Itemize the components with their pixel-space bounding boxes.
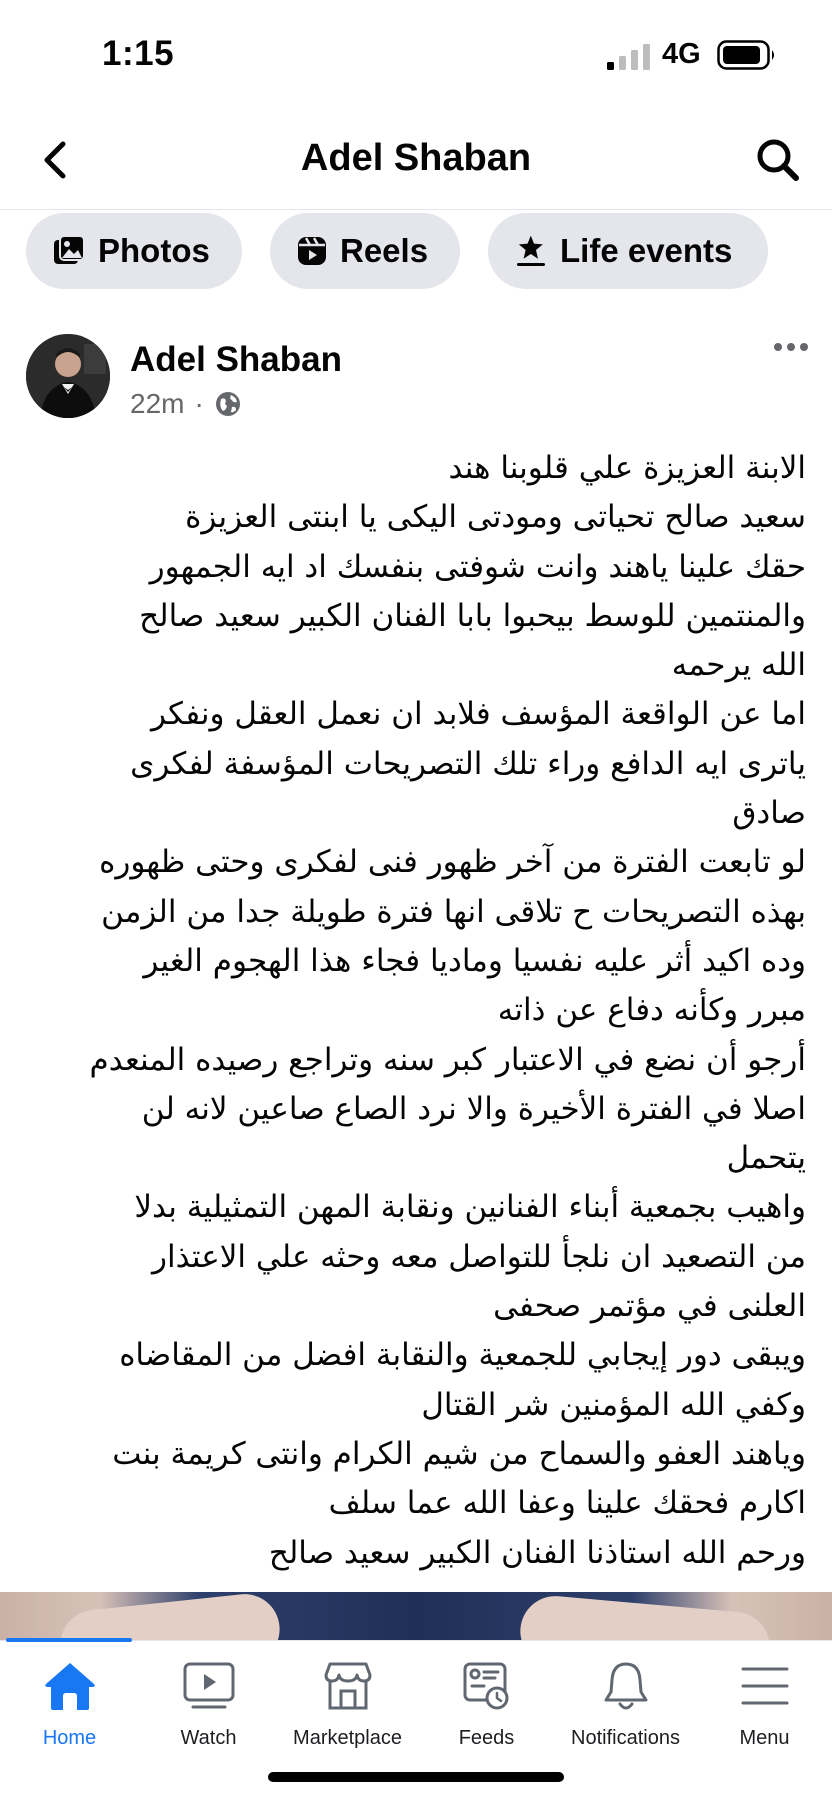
back-button[interactable] (30, 132, 80, 188)
meta-separator: · (194, 388, 204, 419)
battery-icon (717, 40, 777, 70)
search-button[interactable] (750, 132, 806, 188)
post-text-line: اصلا في الفترة الأخيرة والا نرد الصاع صاعين لانه لن (141, 1090, 806, 1127)
post-text-line: العلنى في مؤتمر صحفى (493, 1288, 806, 1325)
post-text-line: مبرر وكأنه دفاع عن ذاته (497, 992, 806, 1029)
nav-notifications-label: Notifications (571, 1727, 680, 1749)
post-text-line: سعيد صالح تحياتى ومودتى اليكى يا ابنتى العزيزة (185, 499, 806, 536)
chip-life-events[interactable] (488, 213, 768, 289)
post-text (30, 444, 806, 1578)
post-text-line: حقك علينا ياهند وانت شوفتى بنفسك اد ايه الجمهور (149, 548, 806, 585)
status-time: 1:15 (102, 34, 175, 73)
nav-menu[interactable] (695, 1655, 832, 1755)
post-text-line: واهيب بجمعية أبناء الفنانين ونقابة المهن التمثيلية بدلا (134, 1189, 806, 1226)
chip-reels[interactable] (270, 213, 460, 289)
post-meta (130, 388, 242, 420)
post-image-detail (517, 1593, 772, 1640)
post-text-line: وياهند العفو والسماح من شيم الكرام وانتى كريمة بنت (112, 1435, 806, 1472)
post-text-line: من التصعيد ان نلجأ للتواصل معه وحثه علي الاعتذار (151, 1238, 806, 1275)
nav-home-label: Home (42, 1727, 97, 1749)
nav-notifications[interactable] (556, 1655, 695, 1755)
chip-photos[interactable] (26, 213, 242, 289)
search-icon (755, 137, 801, 183)
marketplace-icon (322, 1661, 374, 1711)
post-text-line: أرجو أن نضع في الاعتبار كبر سنه وتراجع رصيده المنعدم (89, 1041, 806, 1078)
page-title: Adel Shaban (300, 137, 532, 179)
nav-menu-label: Menu (739, 1727, 790, 1749)
active-tab-indicator (6, 1638, 132, 1642)
nav-feeds-label: Feeds (458, 1727, 515, 1749)
nav-feeds[interactable] (417, 1655, 556, 1755)
home-icon (43, 1660, 97, 1712)
more-dot (774, 343, 782, 351)
nav-marketplace-label: Marketplace (293, 1727, 402, 1749)
post-text-line: لو تابعت الفترة من آخر ظهور فنى لفكرى وحتى ظهوره (99, 844, 806, 881)
post-text-line: بهذه التصريحات ح تلاقى انها فترة طويلة جدا من الزمن (101, 893, 806, 930)
post-text-line: يتحمل (726, 1140, 806, 1177)
network-type: 4G (662, 38, 701, 70)
nav-watch-label: Watch (180, 1727, 237, 1749)
nav-marketplace[interactable] (278, 1655, 417, 1755)
chip-photos-label: Photos (98, 232, 210, 269)
star-flag-icon (514, 234, 548, 268)
watch-icon (183, 1662, 235, 1710)
post-text-line: الابنة العزيزة علي قلوبنا هند (448, 450, 806, 486)
post-time[interactable]: 22m (130, 388, 185, 419)
photos-icon (52, 234, 86, 268)
globe-icon (214, 390, 242, 418)
post-text-line: ورحم الله استاذنا الفنان الكبير سعيد صالح (268, 1534, 806, 1571)
signal-icon (607, 44, 653, 70)
post-text-line: ويبقى دور إيجابي للجمعية والنقابة افضل من المقاضاه (119, 1337, 806, 1374)
nav-watch[interactable] (139, 1655, 278, 1755)
post-text-line: وكفي الله المؤمنين شر القتال (421, 1386, 806, 1423)
feeds-icon (462, 1661, 512, 1711)
chip-life-events-label: Life events (560, 232, 733, 269)
chip-reels-label: Reels (340, 232, 429, 269)
post-author[interactable]: Adel Shaban (130, 340, 342, 379)
nav-home[interactable] (0, 1655, 139, 1755)
post-text-line: اما عن الواقعة المؤسف فلابد ان نعمل العقل ونفكر (151, 696, 806, 733)
post-text-line: الله يرحمه (671, 647, 806, 684)
home-indicator (268, 1772, 564, 1782)
more-dot (800, 343, 808, 351)
post-more-button[interactable] (766, 332, 816, 362)
bell-icon (603, 1660, 649, 1712)
avatar[interactable] (26, 334, 110, 418)
post-image-detail (57, 1592, 283, 1640)
more-dot (787, 343, 795, 351)
post-text-line: اكارم فحقك علينا وعفا الله عما سلف (328, 1485, 806, 1522)
post-text-line: وده اكيد أثر عليه نفسيا وماديا فجاء هذا الهجوم الغير (143, 942, 806, 979)
post-text-line: صادق (732, 795, 806, 832)
status-bar (0, 0, 832, 110)
post-text-line: والمنتمين للوسط بيحبوا بابا الفنان الكبير سعيد صالح (139, 597, 806, 634)
profile-filter-chips (0, 213, 832, 291)
post-image[interactable] (0, 1592, 832, 1640)
app-header (0, 110, 832, 210)
menu-icon (741, 1666, 789, 1706)
avatar-image (26, 334, 110, 418)
post-text-line: ياترى ايه الدافع وراء تلك التصريحات المؤسفة لفكرى (130, 745, 806, 782)
reels-icon (296, 235, 328, 267)
back-arrow-icon (41, 140, 69, 180)
